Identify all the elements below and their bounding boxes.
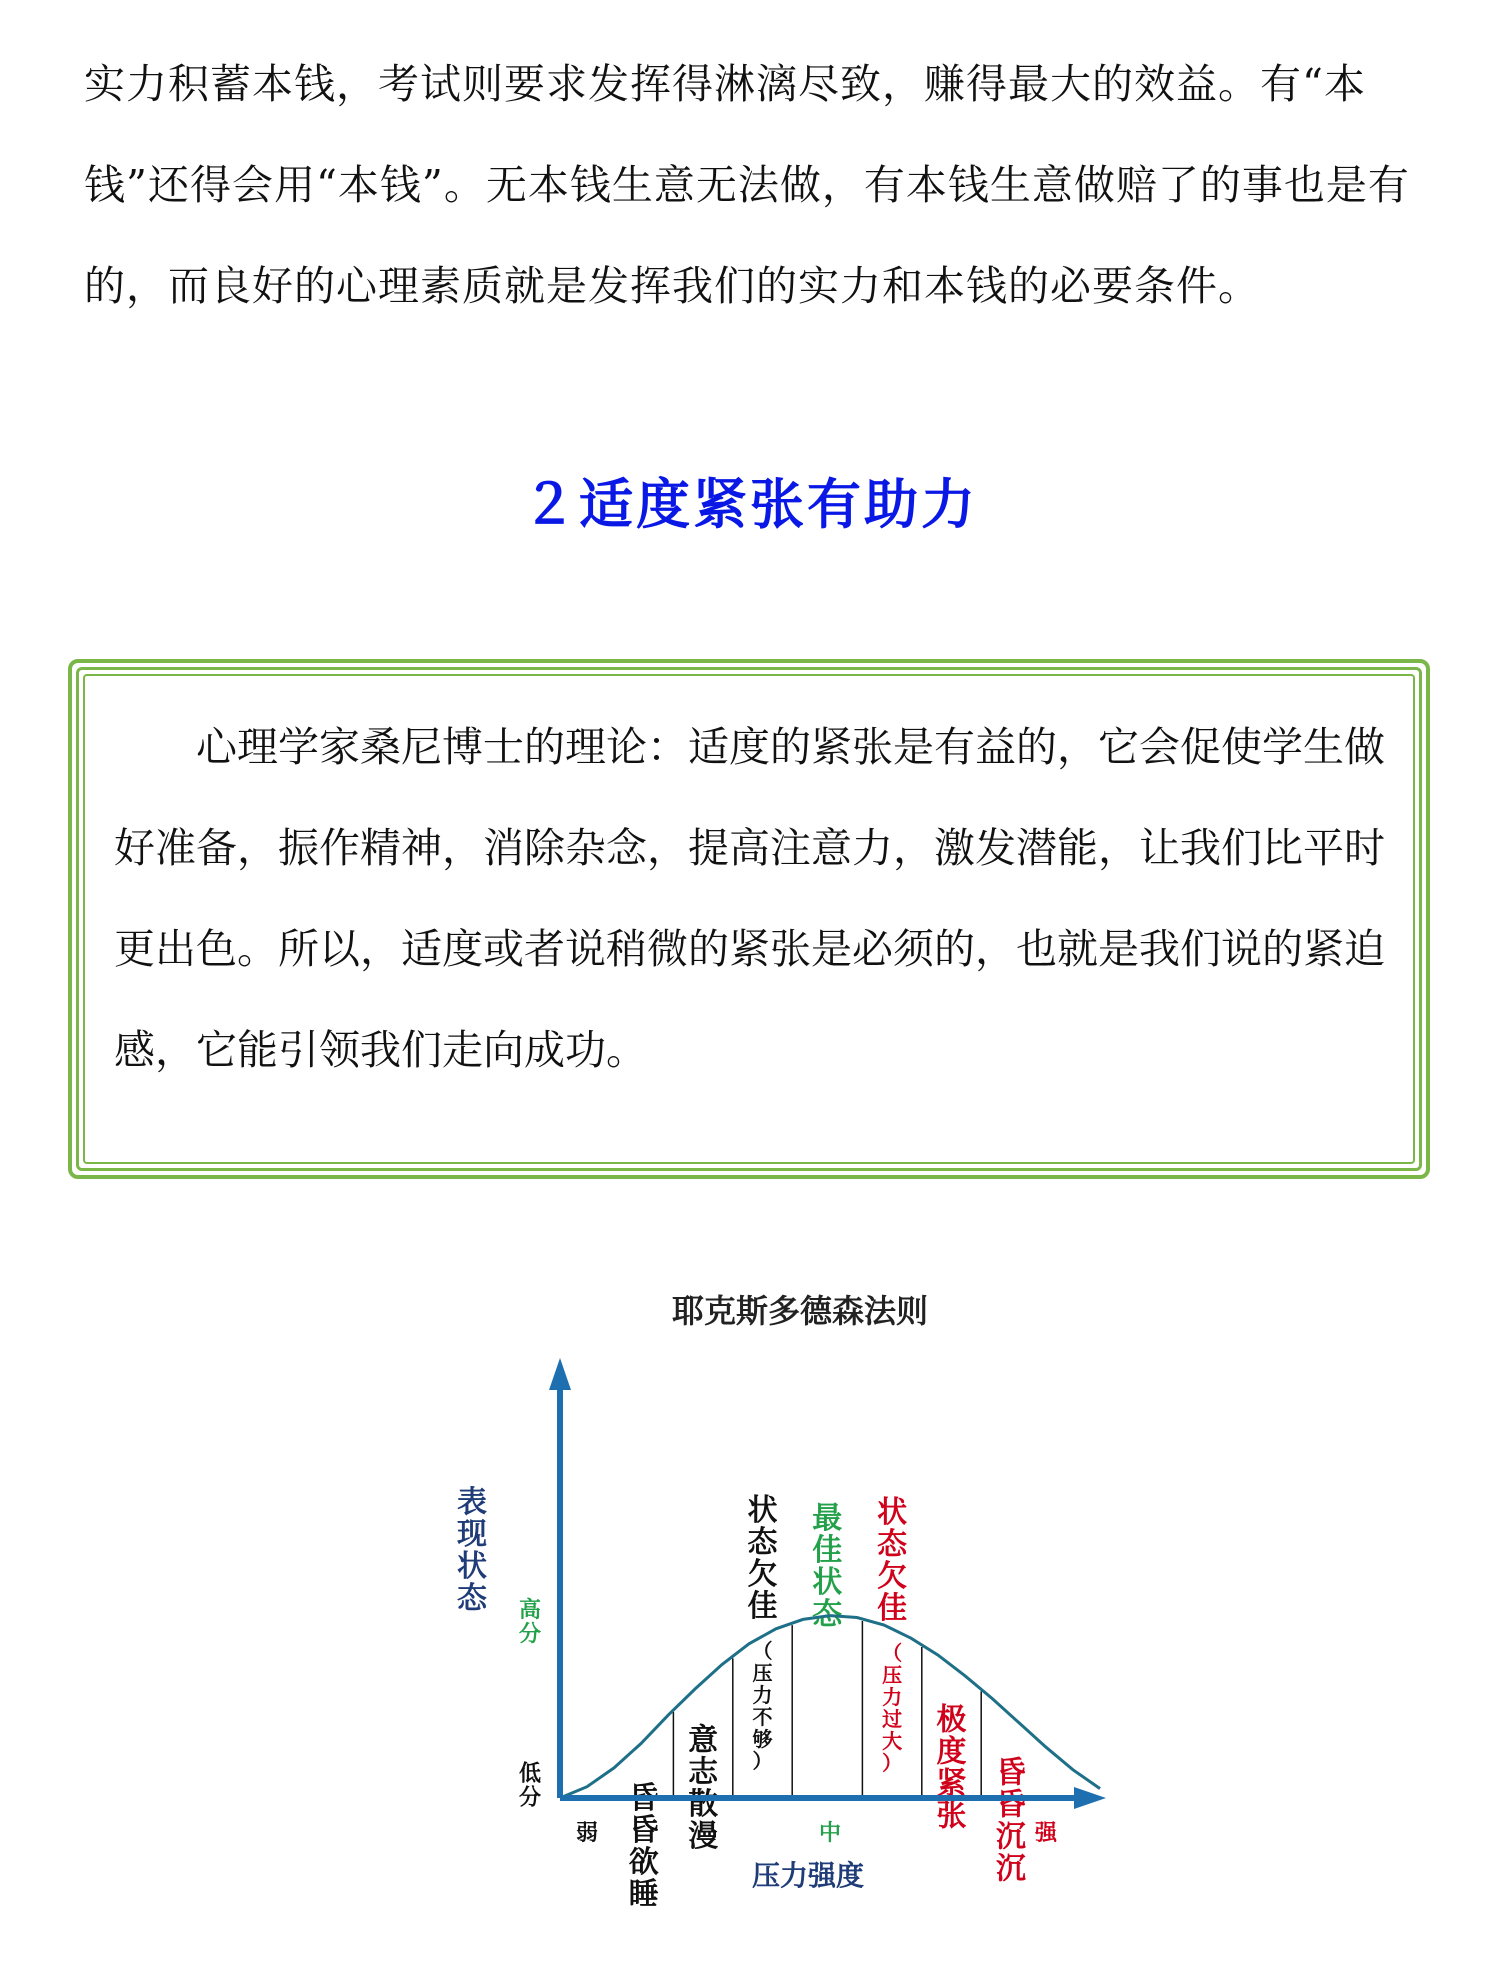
zone-note: （压力过大） — [882, 1641, 903, 1775]
x-axis-label: 压力强度 — [751, 1859, 865, 1892]
yerkes-dodson-chart — [0, 1260, 1500, 1960]
zone-label: 最佳状态 — [812, 1501, 843, 1632]
zone-label: 昏昏沉沉 — [995, 1755, 1026, 1887]
tick-labels — [519, 1597, 1058, 1846]
y-tick-label: 高分 — [518, 1598, 542, 1648]
y-tick-label: 低分 — [518, 1761, 542, 1811]
chart-title: 耶克斯多德森法则 — [671, 1292, 929, 1330]
x-axis-arrow-icon — [1074, 1787, 1106, 1809]
quote-text: 心理学家桑尼博士的理论：适度的紧张是有益的，它会促使学生做好准备，振作精神，消除杂念，提高注意力，激发潜能，让我们比平时更出色。所以，适度或者说稍微的紧张是必须的，也就是我们说的紧迫感，它能引领我们走向成功。 — [114, 723, 1385, 1074]
intro-paragraph: 实力积蓄本钱，考试则要求发挥得淋漓尽致，赚得最大的效益。有“本钱”还得会用“本钱”。无本钱生意无法做，有本钱生意做赔了的事也是有的，而良好的心理素质就是发挥我们的实力和本钱的必要条件。 — [84, 60, 1410, 310]
zone-note: （压力不够） — [752, 1639, 773, 1773]
x-tick-label: 强 — [1034, 1821, 1058, 1846]
x-tick-label: 弱 — [575, 1821, 599, 1846]
zone-label: 状态欠佳 — [747, 1493, 778, 1624]
zone-label: 极度紧张 — [936, 1702, 967, 1834]
zone-label: 状态欠佳 — [877, 1495, 908, 1626]
quote-box — [68, 659, 1430, 1179]
y-axis-label — [457, 1485, 488, 1616]
x-tick-label: 中 — [818, 1821, 842, 1846]
zone-layer — [629, 1493, 1026, 1912]
zone-label: 昏昏欲睡 — [628, 1780, 659, 1912]
section-title: ２适度紧张有助力 — [522, 473, 978, 536]
y-axis-arrow-icon — [549, 1358, 571, 1390]
zone-label: 意志散漫 — [688, 1723, 719, 1855]
y-axis-label-text: 表现状态 — [457, 1485, 487, 1616]
